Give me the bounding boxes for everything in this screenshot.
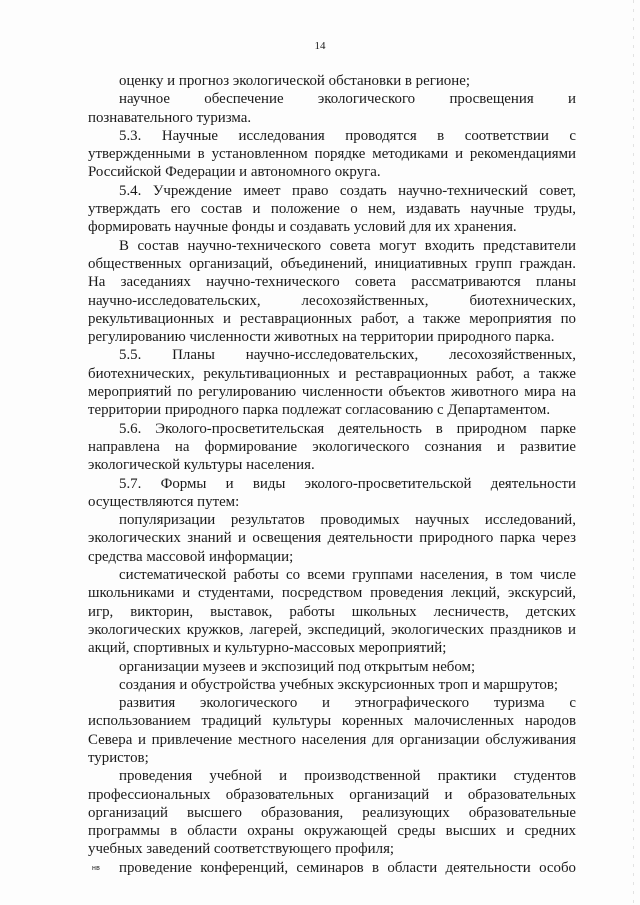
text-line: использованием традиций культуры коренных малочисленных народов [88,713,576,730]
footer-mark: нв [92,865,100,872]
text-line: игр, викторин, выставок, работы школьных лесничеств, детских [88,603,576,620]
text-line: популяризации результатов проводимых научных исследований, [119,512,576,529]
body-text [88,72,576,877]
text-line: акций, спортивных и культурно-массовых мероприятий; [88,640,447,657]
text-line: экологических знаний и освещения деятельности природного парка через [88,530,576,547]
text-line: экологических кружков, лагерей, экспедиций, экологических праздников и [88,621,576,638]
text-line: 5.5. Планы научно-исследовательских, лесохозяйственных, [119,347,576,364]
text-line: 5.7. Формы и виды эколого-просветительской деятельности [119,475,576,492]
text-line: утверждать его состав и положение о нем, издавать научные труды, [88,201,576,218]
text-line: проведения учебной и производственной практики студентов [119,768,576,785]
scan-edge [633,0,634,905]
text-line: рекультивационных и реставрационных работ, а также мероприятия по [88,310,576,327]
text-line: научное обеспечение экологического просвещения и [119,91,576,108]
text-line: познавательного туризма. [88,109,252,126]
text-line: программы в области охраны окружающей среды высших и средних [88,823,576,840]
text-line: Российской Федерации и автономного округа. [88,164,381,181]
text-line: оценку и прогноз экологической обстановки в регионе; [119,73,470,89]
text-line: мероприятий по регулированию численности объектов животного мира на [88,384,576,401]
text-line: экологической культуры населения. [88,457,315,474]
text-line: создания и обустройства учебных экскурсионных троп и маршрутов; [119,676,558,693]
text-line: 5.3. Научные исследования проводятся в соответствии с [119,127,576,144]
text-line: осуществляются путем: [88,493,240,510]
text-line: В состав научно-технического совета могут входить представители [119,237,576,254]
text-line: общественных организаций, объединений, инициативных групп граждан. [88,255,576,272]
text-line: научно-исследовательских, лесохозяйственных, биотехнических, [88,292,576,309]
text-line: организаций высшего образования, реализующих образовательные [88,804,576,821]
text-line: профессиональных образовательных организаций и образовательных [88,786,576,803]
text-line: развития экологического и этнографического туризма с [119,695,576,712]
text-line: учебных заведений соответствующего профиля; [88,841,395,858]
text-line: систематической работы со всеми группами населения, в том числе [119,567,576,584]
text-line: 5.4. Учреждение имеет право создать научно-технический совет, [119,182,576,199]
text-line: организации музеев и экспозиций под открытым небом; [119,658,476,675]
text-line: проведение конференций, семинаров в области деятельности особо [119,859,576,876]
text-line: 5.6. Эколого-просветительская деятельность в природном парке [119,420,576,437]
text-line: туристов; [88,749,149,766]
text-line: средства массовой информации; [88,548,294,565]
text-line: школьниками и студентами, посредством проведения лекций, экскурсий, [88,585,576,602]
text-line: формировать научные фонды и создавать условий для их хранения. [88,219,517,236]
text-line: Севера и привлечение местного населения для организации обслуживания [88,731,576,748]
text-line: территории природного парка подлежат согласованию с Департаментом. [88,402,551,419]
text-line: направлена на формирование экологического сознания и развитие [88,438,576,455]
text-line: регулированию численности животных на территории природного парка. [88,329,555,346]
text-line: биотехнических, рекультивационных и реставрационных работ, а также [88,365,576,382]
text-line: утвержденными в установленном порядке методиками и рекомендациями [88,146,576,163]
text-line: На заседаниях научно-технического совета рассматриваются планы [88,274,576,291]
page-number: 14 [314,40,326,52]
